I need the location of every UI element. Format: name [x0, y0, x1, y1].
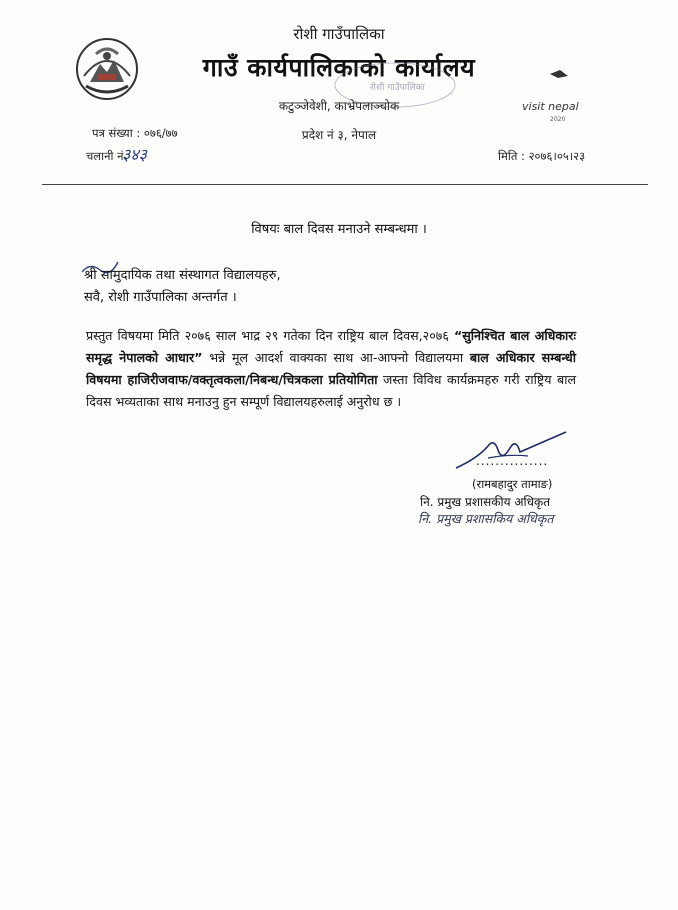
province: प्रदेश नं ३, नेपाल [301, 128, 377, 142]
chalani-label: चलानी नं. [86, 149, 128, 163]
para-text-1: प्रस्तुत विषयमा मिति २०७६ साल भाद्र २९ गतेका दिन राष्ट्रिय बाल दिवस,२०७६ [86, 328, 454, 343]
visit-logo-text: visit nepal [522, 100, 579, 113]
stamp-text: रोशी गाउँपालिका [370, 83, 425, 93]
signature-dots: ............... [476, 454, 549, 468]
date-field: मिति : २०७६।०५।२३ [498, 149, 586, 163]
signature-icon [448, 428, 578, 476]
office-address: कटुञ्जेवेशी, काभ्रेपलाञ्चोक [278, 99, 400, 113]
signatory-name: (रामबहादुर तामाङ) [472, 477, 553, 491]
subject-line: विषयः बाल दिवस मनाउने सम्बन्धमा । [251, 222, 427, 237]
body-paragraph [86, 325, 576, 413]
recipient-line-1: श्री सामुदायिक तथा संस्थागत विद्यालयहरु, [84, 268, 281, 283]
para-bold-competition: बाल अधिकार सम्बन्धी विषयमा हाजिरीजवाफ/वक्तृत्वकला/निबन्ध/चित्रकला प्रतियोगिता [86, 350, 576, 387]
patra-sankhya: पत्र संख्या : ०७६/७७ [92, 126, 178, 140]
recipient-line-2: सवै, रोशी गाउँपालिका अन्तर्गत । [84, 290, 237, 305]
office-title: गाउँ कार्यपालिकाको कार्यालय [202, 53, 476, 82]
para-text-2: भन्ने मूल आदर्श वाक्यका साथ आ-आफ्नो विद्यालयमा [202, 350, 470, 365]
signatory-title: नि. प्रमुख प्रशासकीय अधिकृत [420, 495, 551, 509]
para-bold-slogan: “सुनिश्चित बाल अधिकारः समृद्ध नेपालको आधार” [86, 328, 576, 365]
org-name: रोशी गाउँपालिका [293, 25, 385, 43]
visit-logo-year: 2020 [550, 116, 566, 123]
visit-nepal-logo-icon [514, 66, 604, 124]
signatory-title-stamp: नि. प्रमुख प्रशासकिय अधिकृत [418, 511, 554, 526]
para-text-3: जस्ता विविध कार्यक्रमहरु गरी राष्ट्रिय बाल दिवस भव्यताका साथ मनाउनु हुन सम्पूर्ण विद्यालयहरुलाई अनुरोध छ । [86, 372, 577, 409]
header-divider [42, 184, 648, 185]
chalani-number: ३४३ [122, 145, 147, 164]
